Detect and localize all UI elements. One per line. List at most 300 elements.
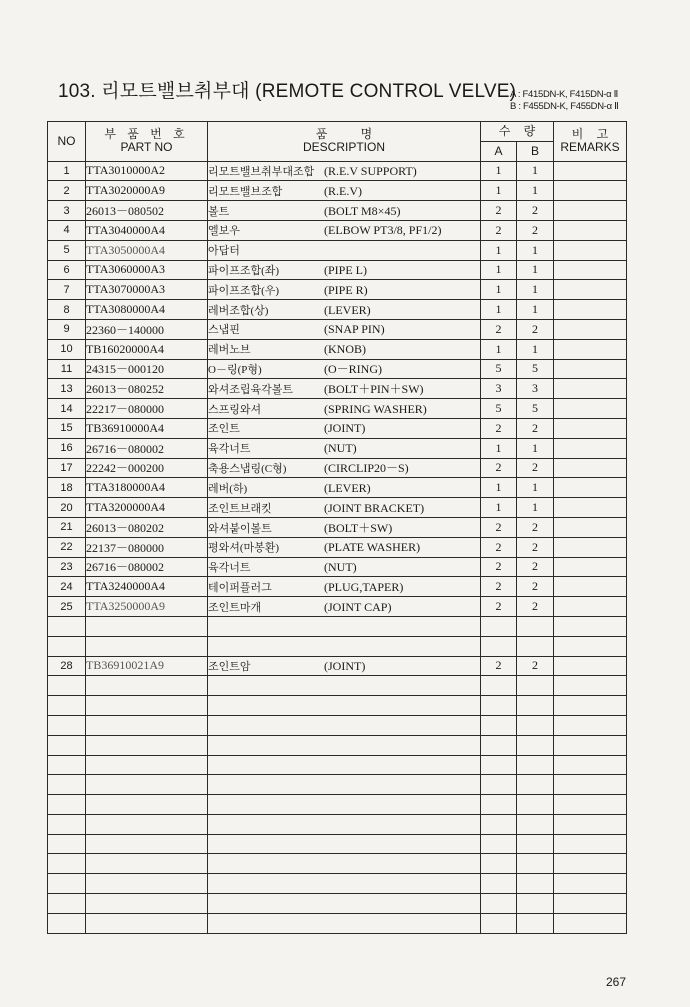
remarks bbox=[554, 181, 627, 201]
quantity-a: 3 bbox=[481, 379, 517, 399]
remarks bbox=[554, 201, 627, 221]
model-line-a: A : F415DN-K, F415DN-α Ⅱ bbox=[510, 89, 619, 100]
empty-cell bbox=[48, 834, 86, 854]
empty-cell bbox=[554, 913, 627, 933]
empty-cell bbox=[48, 894, 86, 914]
description-ko: 리모트밸브취부대조합 bbox=[208, 165, 315, 178]
description-ko: 조인트브래킷 bbox=[208, 502, 272, 515]
table-row bbox=[48, 201, 627, 221]
quantity-b: 2 bbox=[517, 220, 554, 240]
model-line-b: B : F455DN-K, F455DN-α Ⅱ bbox=[510, 101, 619, 112]
empty-cell bbox=[208, 755, 481, 775]
quantity-b: 1 bbox=[517, 339, 554, 359]
remarks bbox=[554, 280, 627, 300]
empty-cell bbox=[554, 874, 627, 894]
row-number: 17 bbox=[48, 458, 86, 478]
empty-cell bbox=[208, 814, 481, 834]
empty-cell bbox=[554, 696, 627, 716]
description-en: (JOINT BRACKET) bbox=[324, 500, 425, 515]
part-number: TTA3180000A4 bbox=[86, 478, 208, 498]
description-ko: 엘보우 bbox=[208, 225, 240, 238]
empty-cell bbox=[86, 735, 208, 755]
row-number: 3 bbox=[48, 201, 86, 221]
empty-cell bbox=[481, 814, 517, 834]
quantity-a: 1 bbox=[481, 478, 517, 498]
row-number: 25 bbox=[48, 597, 86, 617]
quantity-b: 2 bbox=[517, 418, 554, 438]
table-row bbox=[48, 161, 627, 181]
part-number: 22217－080000 bbox=[86, 399, 208, 419]
empty-cell bbox=[208, 894, 481, 914]
empty-cell bbox=[208, 874, 481, 894]
description-en: (SNAP PIN) bbox=[324, 322, 385, 337]
quantity-b: 1 bbox=[517, 438, 554, 458]
row-number: 6 bbox=[48, 260, 86, 280]
quantity-a: 5 bbox=[481, 359, 517, 379]
description-en: (JOINT) bbox=[324, 421, 366, 436]
remarks bbox=[554, 498, 627, 518]
part-number bbox=[86, 616, 208, 636]
description-ko: 테이퍼플러그 bbox=[208, 581, 272, 594]
table-row bbox=[48, 280, 627, 300]
empty-cell bbox=[86, 755, 208, 775]
remarks bbox=[554, 399, 627, 419]
quantity-a: 5 bbox=[481, 399, 517, 419]
empty-cell bbox=[48, 854, 86, 874]
description-ko: 레버노브 bbox=[208, 344, 251, 357]
header-part-no-en: PART NO bbox=[120, 140, 173, 155]
empty-cell bbox=[48, 775, 86, 795]
row-number: 13 bbox=[48, 379, 86, 399]
table-row bbox=[48, 399, 627, 419]
quantity-a: 1 bbox=[481, 280, 517, 300]
empty-cell bbox=[208, 696, 481, 716]
remarks bbox=[554, 260, 627, 280]
table-row bbox=[48, 557, 627, 577]
model-applicability bbox=[510, 89, 619, 113]
part-number: TTA3200000A4 bbox=[86, 498, 208, 518]
table-row bbox=[48, 577, 627, 597]
part-number: TB16020000A4 bbox=[86, 339, 208, 359]
table-row bbox=[48, 339, 627, 359]
empty-cell bbox=[48, 814, 86, 834]
empty-cell bbox=[481, 676, 517, 696]
empty-cell bbox=[517, 696, 554, 716]
row-number: 10 bbox=[48, 339, 86, 359]
empty-row bbox=[48, 795, 627, 815]
empty-cell bbox=[481, 696, 517, 716]
part-number: 22242－000200 bbox=[86, 458, 208, 478]
description bbox=[208, 220, 481, 240]
header-remarks-ko: 비 고 bbox=[571, 127, 609, 142]
remarks bbox=[554, 537, 627, 557]
quantity-b: 1 bbox=[517, 181, 554, 201]
empty-cell bbox=[554, 755, 627, 775]
quantity-a: 1 bbox=[481, 300, 517, 320]
quantity-b bbox=[517, 616, 554, 636]
description bbox=[208, 517, 481, 537]
description bbox=[208, 597, 481, 617]
empty-cell bbox=[48, 755, 86, 775]
empty-cell bbox=[517, 755, 554, 775]
empty-cell bbox=[481, 854, 517, 874]
description-ko: 리모트밸브조합 bbox=[208, 185, 283, 198]
quantity-b: 5 bbox=[517, 399, 554, 419]
quantity-b: 1 bbox=[517, 280, 554, 300]
description bbox=[208, 656, 481, 676]
description-ko: 축용스냅링(C형) bbox=[208, 463, 287, 476]
empty-cell bbox=[86, 676, 208, 696]
description bbox=[208, 319, 481, 339]
description-en: (R.E.V SUPPORT) bbox=[324, 163, 417, 178]
empty-cell bbox=[86, 795, 208, 815]
empty-cell bbox=[481, 755, 517, 775]
empty-cell bbox=[48, 715, 86, 735]
description bbox=[208, 537, 481, 557]
remarks bbox=[554, 161, 627, 181]
description-ko: 와셔조립육각볼트 bbox=[208, 384, 294, 397]
page-title: 103. 리모트밸브취부대 (REMOTE CONTROL VELVE) bbox=[58, 81, 517, 102]
description-ko: 와셔붙이볼트 bbox=[208, 522, 272, 535]
empty-cell bbox=[86, 775, 208, 795]
parts-table-header bbox=[48, 122, 627, 162]
empty-cell bbox=[48, 874, 86, 894]
quantity-a: 2 bbox=[481, 597, 517, 617]
description-en: (JOINT CAP) bbox=[324, 599, 392, 614]
empty-cell bbox=[517, 814, 554, 834]
part-number: TB36910021A9 bbox=[86, 656, 208, 676]
table-row bbox=[48, 240, 627, 260]
quantity-a: 2 bbox=[481, 319, 517, 339]
remarks bbox=[554, 478, 627, 498]
description-en: (PLUG,TAPER) bbox=[324, 579, 404, 594]
description-en: (PLATE WASHER) bbox=[324, 540, 421, 555]
quantity-a: 2 bbox=[481, 418, 517, 438]
remarks bbox=[554, 577, 627, 597]
quantity-a: 1 bbox=[481, 498, 517, 518]
description-en: (R.E.V) bbox=[324, 183, 362, 198]
description-ko: 스냅핀 bbox=[208, 324, 240, 337]
header-remarks-en: REMARKS bbox=[560, 140, 620, 155]
empty-cell bbox=[48, 735, 86, 755]
remarks bbox=[554, 656, 627, 676]
empty-cell bbox=[86, 874, 208, 894]
header-description bbox=[208, 122, 481, 162]
remarks bbox=[554, 300, 627, 320]
description-en: (BOLT＋SW) bbox=[324, 520, 393, 535]
row-number: 1 bbox=[48, 161, 86, 181]
table-row bbox=[48, 517, 627, 537]
remarks bbox=[554, 458, 627, 478]
table-row bbox=[48, 418, 627, 438]
description-en: (NUT) bbox=[324, 559, 357, 574]
header-description-en: DESCRIPTION bbox=[302, 140, 385, 155]
header-part-no bbox=[86, 122, 208, 162]
description bbox=[208, 616, 481, 636]
header-no: NO bbox=[48, 122, 86, 162]
empty-cell bbox=[554, 854, 627, 874]
row-number: 9 bbox=[48, 319, 86, 339]
part-number: TTA3040000A4 bbox=[86, 220, 208, 240]
part-number: TTA3240000A4 bbox=[86, 577, 208, 597]
header-qty-a: A bbox=[481, 141, 517, 161]
quantity-b: 2 bbox=[517, 201, 554, 221]
description-ko: 평와셔(마봉환) bbox=[208, 542, 280, 555]
table-row bbox=[48, 181, 627, 201]
part-number: TB36910000A4 bbox=[86, 418, 208, 438]
remarks bbox=[554, 418, 627, 438]
remarks bbox=[554, 636, 627, 656]
remarks bbox=[554, 597, 627, 617]
row-number: 22 bbox=[48, 537, 86, 557]
quantity-b: 2 bbox=[517, 577, 554, 597]
quantity-b bbox=[517, 636, 554, 656]
quantity-a: 2 bbox=[481, 656, 517, 676]
empty-row bbox=[48, 755, 627, 775]
row-number: 20 bbox=[48, 498, 86, 518]
row-number: 14 bbox=[48, 399, 86, 419]
remarks bbox=[554, 517, 627, 537]
header-qty-b: B bbox=[517, 141, 554, 161]
part-number: TTA3020000A9 bbox=[86, 181, 208, 201]
quantity-a: 2 bbox=[481, 201, 517, 221]
empty-row bbox=[48, 676, 627, 696]
empty-cell bbox=[208, 715, 481, 735]
empty-cell bbox=[208, 775, 481, 795]
empty-row bbox=[48, 814, 627, 834]
quantity-a: 1 bbox=[481, 339, 517, 359]
remarks bbox=[554, 616, 627, 636]
description-en: (KNOB) bbox=[324, 342, 366, 357]
empty-cell bbox=[517, 715, 554, 735]
table-row bbox=[48, 300, 627, 320]
empty-row bbox=[48, 696, 627, 716]
description-ko: O－링(P형) bbox=[208, 364, 262, 377]
row-number: 16 bbox=[48, 438, 86, 458]
description-en: (SPRING WASHER) bbox=[324, 401, 427, 416]
empty-cell bbox=[48, 676, 86, 696]
quantity-b: 3 bbox=[517, 379, 554, 399]
empty-cell bbox=[554, 814, 627, 834]
description bbox=[208, 240, 481, 260]
remarks bbox=[554, 240, 627, 260]
empty-cell bbox=[517, 676, 554, 696]
empty-cell bbox=[86, 834, 208, 854]
empty-row bbox=[48, 894, 627, 914]
description-ko: 육각너트 bbox=[208, 443, 251, 456]
description-ko: 파이프조합(우) bbox=[208, 284, 280, 297]
quantity-a: 2 bbox=[481, 557, 517, 577]
table-row bbox=[48, 636, 627, 656]
quantity-a: 1 bbox=[481, 438, 517, 458]
quantity-b: 1 bbox=[517, 161, 554, 181]
quantity-b: 2 bbox=[517, 656, 554, 676]
parts-table-body bbox=[48, 161, 627, 933]
row-number: 4 bbox=[48, 220, 86, 240]
empty-cell bbox=[208, 735, 481, 755]
empty-cell bbox=[481, 913, 517, 933]
part-number: 22137－080000 bbox=[86, 537, 208, 557]
description bbox=[208, 161, 481, 181]
quantity-a: 1 bbox=[481, 161, 517, 181]
description bbox=[208, 300, 481, 320]
remarks bbox=[554, 557, 627, 577]
quantity-b: 2 bbox=[517, 597, 554, 617]
row-number: 24 bbox=[48, 577, 86, 597]
remarks bbox=[554, 359, 627, 379]
quantity-b: 2 bbox=[517, 557, 554, 577]
table-row bbox=[48, 478, 627, 498]
empty-cell bbox=[208, 913, 481, 933]
part-number: TTA3070000A3 bbox=[86, 280, 208, 300]
description-en: (BOLT M8×45) bbox=[324, 203, 401, 218]
row-number: 11 bbox=[48, 359, 86, 379]
quantity-b: 2 bbox=[517, 458, 554, 478]
description bbox=[208, 359, 481, 379]
table-row bbox=[48, 260, 627, 280]
part-number: TTA3080000A4 bbox=[86, 300, 208, 320]
empty-cell bbox=[86, 814, 208, 834]
empty-cell bbox=[517, 913, 554, 933]
part-number: 26013－080252 bbox=[86, 379, 208, 399]
header-remarks bbox=[554, 122, 627, 162]
description-ko: 레버(하) bbox=[208, 482, 248, 495]
description-en: (LEVER) bbox=[324, 302, 371, 317]
quantity-b: 5 bbox=[517, 359, 554, 379]
empty-cell bbox=[86, 894, 208, 914]
table-row bbox=[48, 319, 627, 339]
empty-cell bbox=[554, 894, 627, 914]
empty-row bbox=[48, 834, 627, 854]
description-ko: 조인트 bbox=[208, 423, 240, 436]
empty-cell bbox=[208, 834, 481, 854]
quantity-a: 1 bbox=[481, 240, 517, 260]
empty-row bbox=[48, 735, 627, 755]
row-number: 18 bbox=[48, 478, 86, 498]
description-en: (CIRCLIP20－S) bbox=[324, 461, 409, 476]
page-number: 267 bbox=[606, 975, 627, 989]
empty-cell bbox=[208, 854, 481, 874]
table-row bbox=[48, 656, 627, 676]
part-number bbox=[86, 636, 208, 656]
empty-cell bbox=[554, 834, 627, 854]
description-en: (BOLT＋PIN＋SW) bbox=[324, 382, 424, 397]
quantity-a: 1 bbox=[481, 181, 517, 201]
description-en: (O－RING) bbox=[324, 362, 382, 377]
header-quantity: 수 량 bbox=[481, 122, 554, 142]
part-number: TTA3060000A3 bbox=[86, 260, 208, 280]
part-number: 26716－080002 bbox=[86, 438, 208, 458]
empty-cell bbox=[481, 775, 517, 795]
quantity-b: 1 bbox=[517, 478, 554, 498]
table-row bbox=[48, 359, 627, 379]
description bbox=[208, 260, 481, 280]
description-ko: 조인트마개 bbox=[208, 601, 262, 614]
remarks bbox=[554, 319, 627, 339]
description-ko: 육각너트 bbox=[208, 561, 251, 574]
part-number: 26013－080202 bbox=[86, 517, 208, 537]
row-number: 21 bbox=[48, 517, 86, 537]
empty-row bbox=[48, 913, 627, 933]
row-number: 5 bbox=[48, 240, 86, 260]
description-ko: 파이프조합(좌) bbox=[208, 264, 280, 277]
row-number bbox=[48, 616, 86, 636]
table-row bbox=[48, 220, 627, 240]
description bbox=[208, 636, 481, 656]
row-number: 23 bbox=[48, 557, 86, 577]
table-row bbox=[48, 458, 627, 478]
empty-cell bbox=[86, 854, 208, 874]
empty-cell bbox=[48, 913, 86, 933]
description-en: (ELBOW PT3/8, PF1/2) bbox=[324, 223, 442, 238]
empty-cell bbox=[517, 874, 554, 894]
quantity-a bbox=[481, 636, 517, 656]
empty-cell bbox=[517, 854, 554, 874]
description bbox=[208, 339, 481, 359]
empty-cell bbox=[481, 735, 517, 755]
description bbox=[208, 399, 481, 419]
description bbox=[208, 280, 481, 300]
empty-row bbox=[48, 715, 627, 735]
description-ko: 아답터 bbox=[208, 245, 240, 258]
quantity-a: 2 bbox=[481, 537, 517, 557]
description bbox=[208, 577, 481, 597]
empty-cell bbox=[517, 894, 554, 914]
empty-cell bbox=[517, 795, 554, 815]
empty-cell bbox=[554, 775, 627, 795]
part-number: 26716－080002 bbox=[86, 557, 208, 577]
row-number bbox=[48, 636, 86, 656]
quantity-a: 1 bbox=[481, 260, 517, 280]
parts-table bbox=[47, 121, 627, 934]
remarks bbox=[554, 220, 627, 240]
remarks bbox=[554, 339, 627, 359]
quantity-a: 2 bbox=[481, 517, 517, 537]
remarks bbox=[554, 379, 627, 399]
quantity-b: 2 bbox=[517, 517, 554, 537]
remarks bbox=[554, 438, 627, 458]
table-row bbox=[48, 438, 627, 458]
quantity-b: 1 bbox=[517, 300, 554, 320]
quantity-b: 1 bbox=[517, 260, 554, 280]
empty-cell bbox=[554, 795, 627, 815]
part-number: TTA3250000A9 bbox=[86, 597, 208, 617]
table-row bbox=[48, 537, 627, 557]
quantity-a: 2 bbox=[481, 577, 517, 597]
quantity-b: 1 bbox=[517, 240, 554, 260]
empty-cell bbox=[554, 735, 627, 755]
description-ko: 조인트암 bbox=[208, 660, 251, 673]
empty-cell bbox=[48, 696, 86, 716]
row-number: 7 bbox=[48, 280, 86, 300]
part-number: 26013－080502 bbox=[86, 201, 208, 221]
part-number: TTA3010000A2 bbox=[86, 161, 208, 181]
table-row bbox=[48, 597, 627, 617]
description-en: (LEVER) bbox=[324, 480, 371, 495]
table-row bbox=[48, 498, 627, 518]
quantity-a bbox=[481, 616, 517, 636]
empty-cell bbox=[517, 834, 554, 854]
empty-cell bbox=[481, 894, 517, 914]
description-en: (PIPE L) bbox=[324, 262, 367, 277]
table-row bbox=[48, 616, 627, 636]
header-part-no-ko: 부 품 번 호 bbox=[104, 127, 189, 142]
description bbox=[208, 557, 481, 577]
empty-cell bbox=[481, 834, 517, 854]
quantity-a: 2 bbox=[481, 458, 517, 478]
description-ko: 스프링와셔 bbox=[208, 403, 262, 416]
empty-cell bbox=[481, 715, 517, 735]
